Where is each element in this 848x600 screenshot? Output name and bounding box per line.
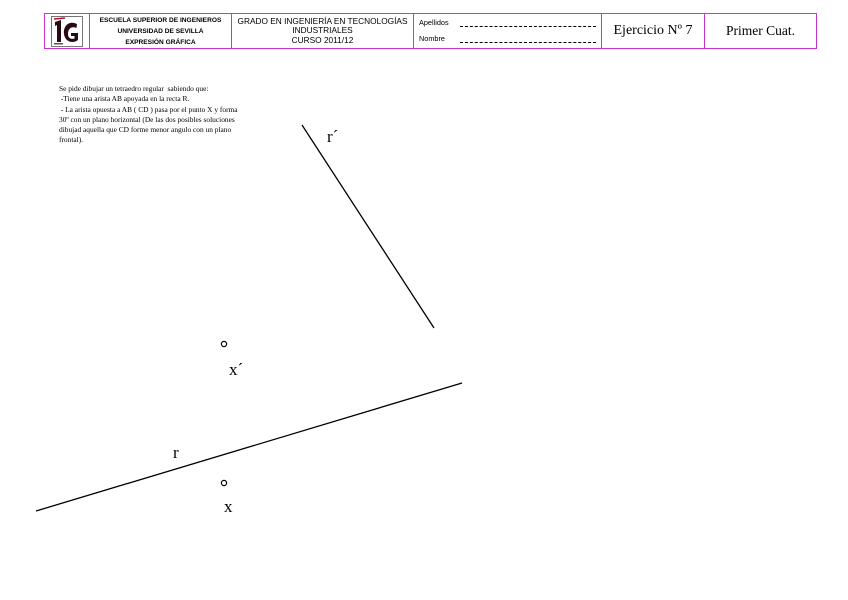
label-r: r bbox=[173, 443, 179, 462]
term-label: Primer Cuat. bbox=[726, 23, 795, 38]
school-line-1: ESCUELA SUPERIOR DE INGENIEROS bbox=[99, 16, 222, 24]
point-x-prime bbox=[221, 341, 226, 346]
course-year: CURSO 2011/12 bbox=[291, 34, 354, 45]
statement-line-3: - La arista opuesta a AB ( CD ) pasa por el punto X y forma bbox=[59, 104, 238, 114]
statement-line-6: frontal). bbox=[59, 135, 84, 145]
line-r-prime bbox=[302, 125, 434, 328]
statement-line-4: 30º con un plano horizontal (De las dos posibles soluciones bbox=[59, 114, 235, 124]
label-x-prime: x´ bbox=[229, 360, 244, 379]
school-line-2: UNIVERSIDAD DE SEVILLA bbox=[117, 27, 204, 35]
degree-line-1: GRADO EN INGENIERÍA EN TECNOLOGÍAS bbox=[237, 15, 408, 26]
exercise-number: Ejercicio Nº 7 bbox=[602, 14, 705, 48]
statement-line-2: -Tiene una arista AB apoyada en la recta R. bbox=[59, 94, 190, 104]
statement-line-5: dibujad aquella que CD forme menor angulo con un plano bbox=[59, 125, 232, 135]
statement-line-1: Se pide dibujar un tetraedro regular sabiendo que: bbox=[59, 84, 209, 93]
label-r-prime: r´ bbox=[327, 127, 339, 146]
degree-line-2: INDUSTRIALES bbox=[292, 25, 353, 36]
line-r bbox=[36, 383, 462, 511]
surname-label: Apellidos bbox=[419, 18, 449, 27]
school-line-3: EXPRESIÓN GRÁFICA bbox=[125, 38, 196, 46]
point-x bbox=[221, 480, 226, 485]
label-x: x bbox=[224, 497, 233, 516]
name-label: Nombre bbox=[419, 34, 445, 43]
